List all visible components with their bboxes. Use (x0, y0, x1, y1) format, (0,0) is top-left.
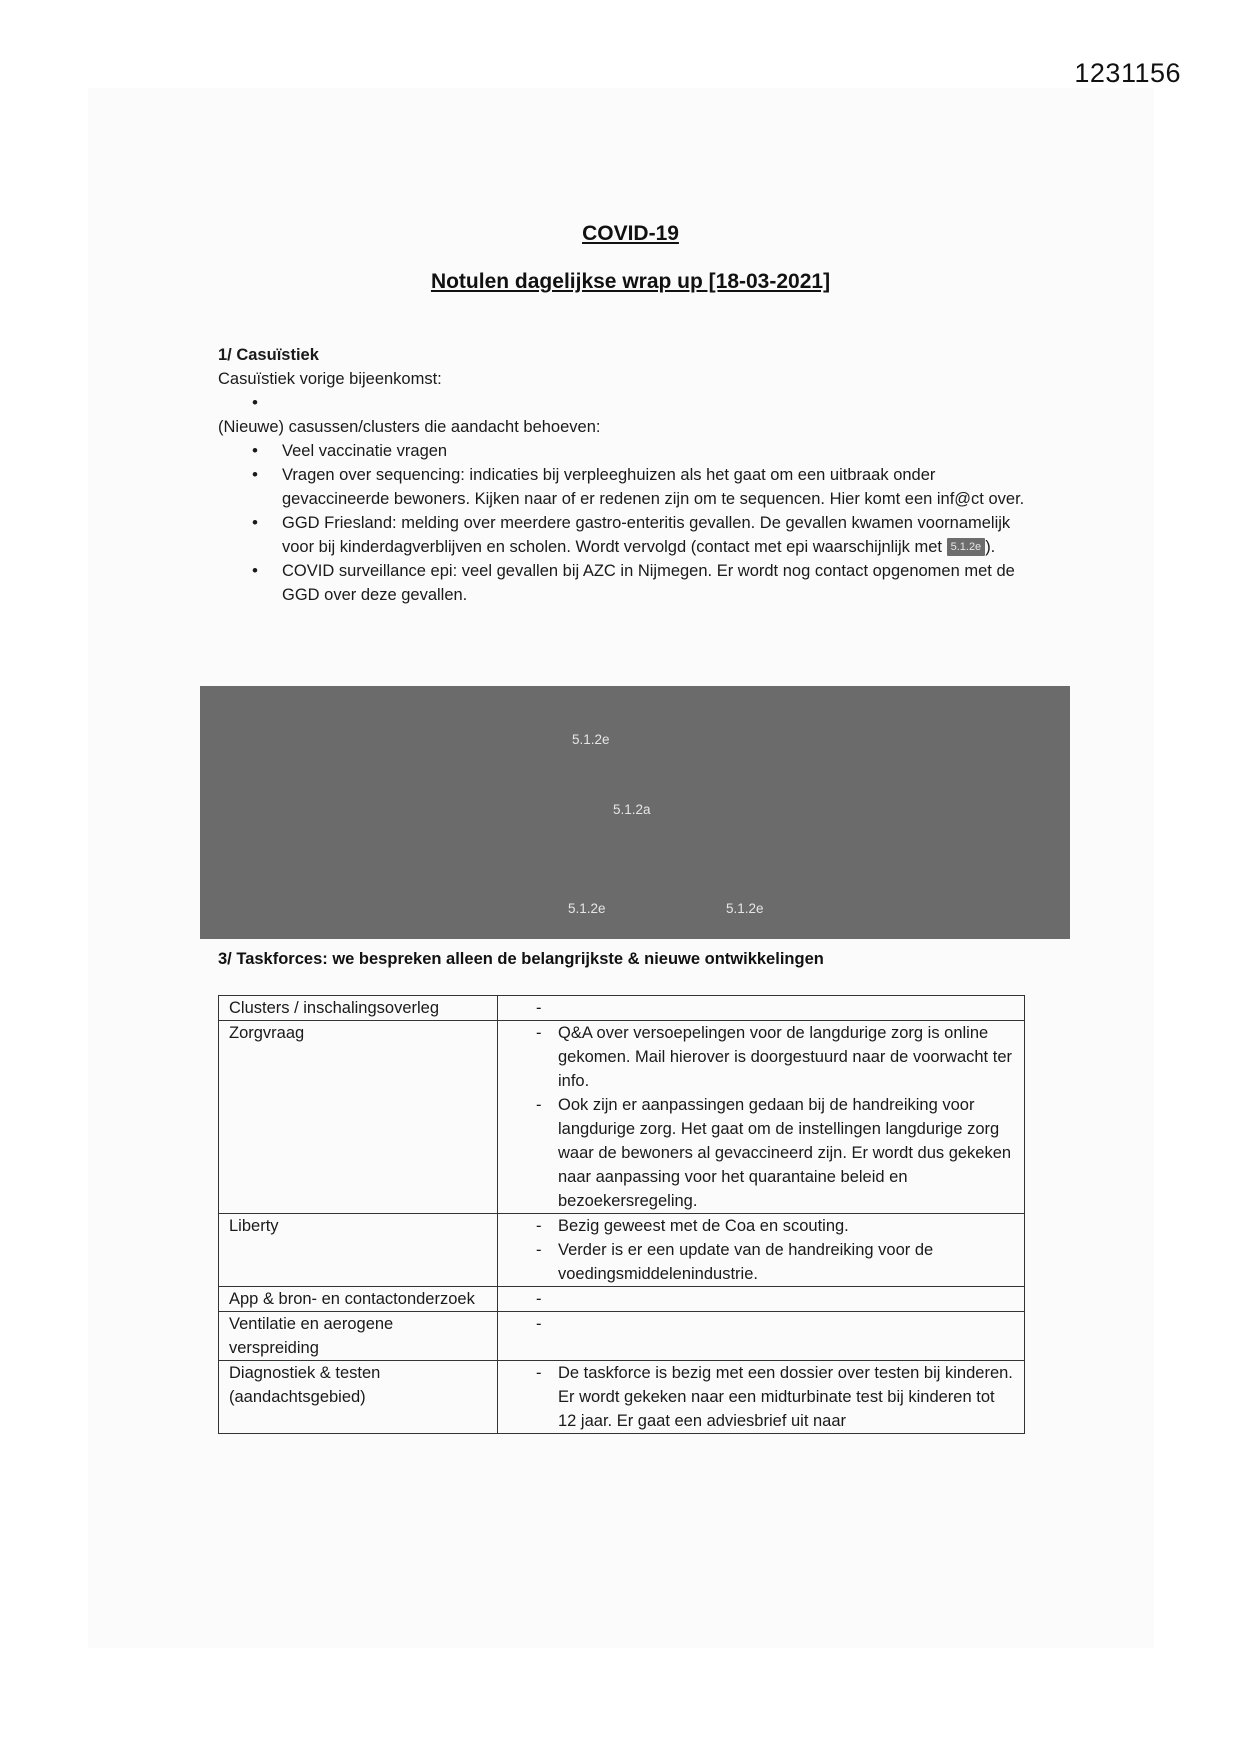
taskforce-notes (498, 1021, 1025, 1214)
table-row (219, 1214, 1025, 1287)
list-item: • COVID surveillance epi: veel gevallen bij AZC in Nijmegen. Er wordt nog contact opgenomen met de GGD over deze gevallen. (218, 559, 1028, 607)
redaction-code: 5.1.2a (613, 802, 651, 817)
taskforce-notes (498, 996, 1025, 1021)
list-item: - De taskforce is bezig met een dossier over testen bij kinderen. Er wordt gekeken naar een midturbinate test bij kinderen tot 12 jaar. Er gaat een adviesbrief uit naar (528, 1361, 1016, 1433)
document-subtitle: Notulen dagelijkse wrap up [18-03-2021] (430, 270, 831, 293)
section-casuistiek (218, 343, 1028, 607)
notes-list (528, 1021, 1016, 1213)
redaction-code: 5.1.2e (568, 901, 606, 916)
redaction-code: 5.1.2e (572, 732, 610, 747)
section-taskforces-heading: 3/ Taskforces: we bespreken alleen de belangrijkste & nieuwe ontwikkelingen (218, 950, 824, 968)
table-row (219, 1287, 1025, 1312)
table-row (219, 996, 1025, 1021)
document-id: 1231156 (1074, 58, 1181, 88)
section-heading: 1/ Casuïstiek (218, 346, 319, 364)
taskforce-name: Diagnostiek & testen (aandachtsgebied) (219, 1361, 498, 1434)
taskforce-notes (498, 1214, 1025, 1287)
empty-dash: - (536, 1290, 542, 1308)
list-item: - Verder is er een update van de handreiking voor de voedingsmiddelenindustrie. (528, 1238, 1016, 1286)
new-cases-label: (Nieuwe) casussen/clusters die aandacht behoeven: (218, 418, 601, 436)
list-item: - Q&A over versoepelingen voor de langdurige zorg is online gekomen. Mail hierover is doorgestuurd naar de voorwacht ter info. (528, 1021, 1016, 1093)
list-item: - Ook zijn er aanpassingen gedaan bij de handreiking voor langdurige zorg. Het gaat om de instellingen langdurige zorg waar de bewoners al gevaccineerd zijn. Er wordt dus gekeken naar aanpassing voor het quarantaine beleid en bezoekersregeling. (528, 1093, 1016, 1213)
redaction-box: 5.1.2e (947, 538, 986, 556)
redacted-section (200, 686, 1070, 939)
notes-list (528, 1361, 1016, 1433)
taskforces-table (218, 995, 1025, 1434)
list-item: • Vragen over sequencing: indicaties bij verpleeghuizen als het gaat om een uitbraak onder gevaccineerde bewoners. Kijken naar of er redenen zijn om te sequencen. Hier komt een inf@ct over. (218, 463, 1028, 511)
list-item (218, 511, 1028, 559)
taskforce-name: Ventilatie en aerogene verspreiding (219, 1312, 498, 1361)
list-item-text: GGD Friesland: melding over meerdere gastro-enteritis gevallen. De gevallen kwamen voornamelijk voor bij kinderdagverblijven en scholen. Wordt vervolgd (contact met epi waarschijnlijk met (282, 514, 1011, 556)
document-title: COVID-19 (582, 222, 679, 245)
taskforce-name: Clusters / inschalingsoverleg (219, 996, 498, 1021)
taskforce-name: Liberty (219, 1214, 498, 1287)
previous-meeting-list (218, 391, 1028, 415)
taskforce-name: Zorgvraag (219, 1021, 498, 1214)
table-row (219, 1021, 1025, 1214)
new-cases-list (218, 439, 1028, 607)
taskforce-notes (498, 1312, 1025, 1361)
list-item-empty (218, 391, 1028, 415)
notes-list (528, 1214, 1016, 1286)
list-item: - Bezig geweest met de Coa en scouting. (528, 1214, 1016, 1238)
previous-meeting-label: Casuïstiek vorige bijeenkomst: (218, 370, 442, 388)
empty-dash: - (536, 999, 542, 1017)
empty-dash: - (536, 1315, 542, 1333)
taskforce-notes (498, 1287, 1025, 1312)
taskforce-name: App & bron- en contactonderzoek (219, 1287, 498, 1312)
redaction-code: 5.1.2e (726, 901, 764, 916)
list-item-text-end: ). (985, 538, 996, 556)
taskforce-notes (498, 1361, 1025, 1434)
table-row (219, 1312, 1025, 1361)
list-item: • Veel vaccinatie vragen (218, 439, 1028, 463)
table-row (219, 1361, 1025, 1434)
